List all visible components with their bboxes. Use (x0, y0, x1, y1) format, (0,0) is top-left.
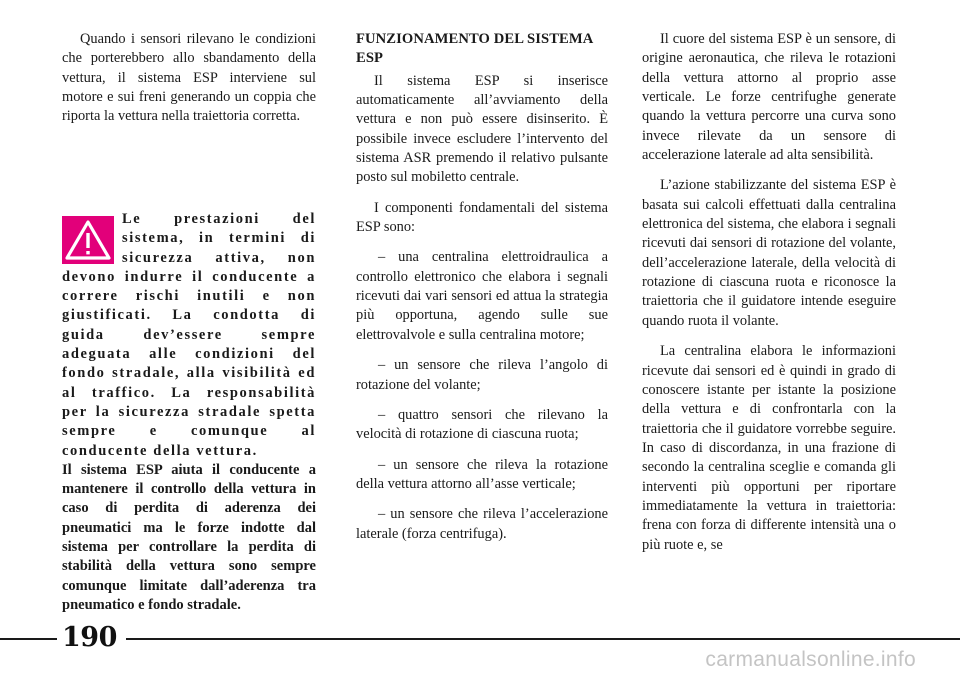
footer-rule-right (126, 638, 960, 640)
column-left (62, 30, 316, 138)
column-middle (356, 30, 608, 555)
paragraph: L’azione stabilizzante del sistema ESP è basata sui calcoli effettuati dalla centralina elettronica del sistema, che elabora i segnali ricevuti dai sensori di rotazione del volante, dell’accelerazione laterale, della velocità di rotazione di ciascuna ruota e riconosce la traiettoria che il guidatore intende eseguire quando ruota il volante. (642, 177, 896, 329)
warning-triangle-icon (62, 216, 114, 264)
intro-paragraph: Quando i sensori rilevano le condizioni che porterebbero allo sbandamento della vettura, il sistema ESP interviene sul motore e sui freni generando un coppia che riporta la vettura nella traiettoria corretta. (62, 31, 316, 125)
paragraph: I componenti fondamentali del sistema ESP sono: (356, 199, 608, 236)
list-item: – un sensore che rileva l’accelerazione laterale (forza centrifuga). (356, 506, 608, 542)
list-item: – una centralina elettroidraulica a controllo elettronico che elabora i segnali ricevuti dai vari sensori ed attua la strategia più opportuna, agendo sulle sue elettrovalvole e sulla centralina motore; (356, 249, 608, 343)
page-number: 190 (62, 622, 117, 653)
warning-box (62, 210, 316, 615)
watermark: carmanualsonline.info (705, 648, 916, 671)
column-right (642, 30, 896, 566)
warning-text: Le prestazioni del sistema, in termini di sicurezza attiva, non devono indurre il conducente a correre rischi inutili e non giustificati. La condotta di guida dev’essere sempre adeguata alle condizioni del fondo stradale, alla visibilità ed al traffico. La responsabilità per la sicurezza stradale spetta sempre e comunque al conducente della vettura. (62, 211, 316, 459)
section-heading: FUNZIONAMENTO DEL SISTEMA ESP (356, 31, 593, 67)
paragraph: La centralina elabora le informazioni ricevute dai sensori ed è quindi in grado di conoscere istante per istante la posizione della vettura e di confrontarla con la traiettoria che il guidatore vorrebbe seguire. In caso di discordanza, in una frazione di secondo la centralina sceglie e comanda gli interventi più opportuni per riportare immediatamente la vettura in traiettoria: frena con forza di differente intensità una o più ruote e, se (642, 343, 896, 553)
list-item: – quattro sensori che rilevano la velocità di rotazione di ciascuna ruota; (356, 406, 608, 443)
list-item: – un sensore che rileva la rotazione della vettura attorno all’asse verticale; (356, 456, 608, 492)
footer-rule-left (0, 638, 57, 640)
paragraph: Il sistema ESP si inserisce automaticamente all’avviamento della vettura e non può essere disinserito. È possibile invece escludere l’intervento del sistema ASR premendo il relativo pulsante posto sul mobiletto centrale. (356, 72, 608, 186)
list-item: – un sensore che rileva l’angolo di rotazione del volante; (356, 357, 608, 393)
warning-text-esp: Il sistema ESP aiuta il conducente a mantenere il controllo della vettura in caso di perdita di aderenza dei pneumatici ma le forze indotte dal sistema per controllare la perdita di stabilità della vettura sono sempre comunque limitate dall’aderenza tra pneumatico e fondo stradale. (62, 461, 316, 613)
paragraph: Il cuore del sistema ESP è un sensore, di origine aeronautica, che rileva le rotazioni della vettura attorno al proprio asse verticale. Le forze centrifughe generate quando la vettura percorre una curva sono invece rilevate da un sensore di accelerazione laterale ad alta sensibilità. (642, 31, 896, 164)
